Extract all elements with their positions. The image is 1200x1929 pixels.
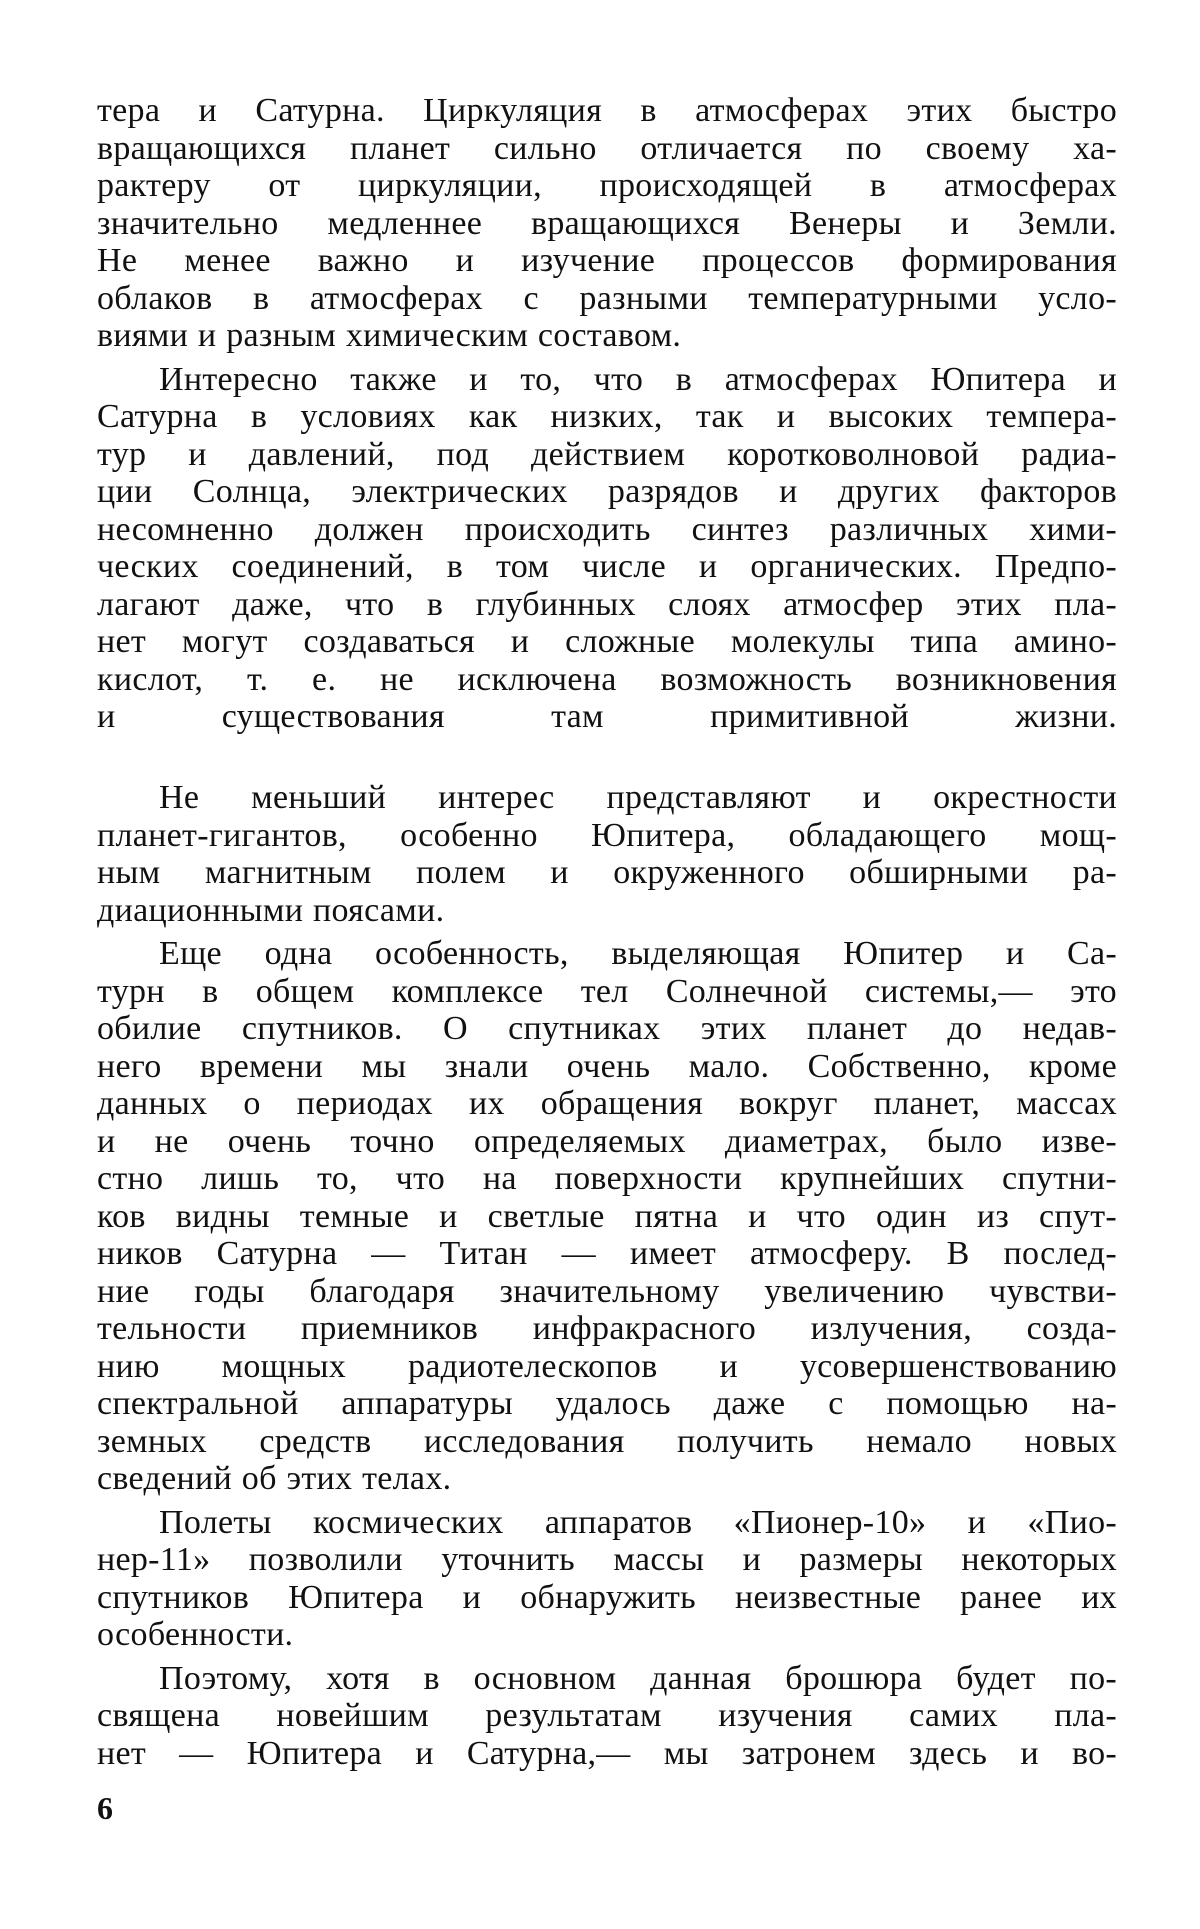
text-line: Полеты космических аппаратов «Пионер-10» и «Пио- [159,1503,1117,1541]
text-line: тур и давлений, под действием коротковолновой радиа- [97,435,1117,473]
paragraph-3 [97,779,1117,929]
text-line: нер-11» позволили уточнить массы и размеры некоторых [97,1541,1117,1578]
text-line: священа новейшим результатам изучения самих пла- [97,1697,1117,1734]
text-line: Интересно также и то, что в атмосферах Юпитера и [159,360,1117,398]
text-line: рактеру от циркуляции, происходящей в атмосферах [97,167,1117,204]
page-body [97,92,1117,1778]
text-line: Не меньший интерес представляют и окрестности [159,779,1117,816]
text-line: лагают даже, что в глубинных слоях атмосфер этих пла- [97,585,1117,623]
text-line: облаков в атмосферах с разными температурными усло- [97,279,1117,317]
text-line: спектральной аппаратуры удалось даже с помощью на- [97,1385,1117,1422]
text-line [97,736,1117,774]
text-line: нию мощных радиотелескопов и усовершенствованию [97,1347,1117,1385]
text-line: значительно медленнее вращающихся Венеры и Земли. [97,204,1117,242]
text-line: особенности. [97,1616,294,1653]
text-line: кислот, т. е. не исключена возможность возникновения [97,660,1117,698]
text-line: тельности приемников инфракрасного излучения, созда- [97,1310,1117,1347]
text-line: Сатурна в условиях как низких, так и высоких темпера- [97,398,1117,435]
text-line: несомненно должен происходить синтез различных хими- [97,510,1117,548]
text-line: нет могут создаваться и сложные молекулы типа амино- [97,623,1117,660]
text-line: ным магнитным полем и окруженного обширными ра- [97,854,1117,891]
text-line: ции Солнца, электрических разрядов и других факторов [97,473,1117,510]
text-line: него времени мы знали очень мало. Собственно, кроме [97,1047,1117,1085]
text-line: ников Сатурна — Титан — имеет атмосферу. В послед- [97,1235,1117,1272]
paragraph-6 [97,1660,1117,1773]
text-line: нет — Юпитера и Сатурна,— мы затронем здесь и во- [97,1734,1117,1772]
text-line: стно лишь то, что на поверхности крупнейших спутни- [97,1160,1117,1197]
text-line: ков видны темные и светлые пятна и что один из спут- [97,1197,1117,1235]
text-line: вращающихся планет сильно отличается по своему ха- [97,129,1117,167]
text-line: обилие спутников. О спутниках этих планет до недав- [97,1010,1117,1047]
paragraph-5 [97,1504,1117,1654]
paragraph-4 [97,935,1117,1498]
text-line: Еще одна особенность, выделяющая Юпитер и Са- [159,935,1117,972]
text-line: Не менее важно и изучение процессов формирования [97,242,1117,279]
text-line: сведений об этих телах. [97,1460,452,1497]
text-line: данных о периодах их обращения вокруг планет, массах [97,1085,1117,1122]
text-line: диационными поясами. [97,891,445,929]
page-number: 6 [97,1790,113,1826]
text-line: тера и Сатурна. Циркуляция в атмосферах этих быстро [97,92,1117,129]
paragraph-2 [97,361,1117,774]
text-line: турн в общем комплексе тел Солнечной системы,— это [97,972,1117,1010]
text-line: и существования там примитивной жизни. [97,698,1117,735]
text-line: ческих соединений, в том числе и органических. Предпо- [97,548,1117,585]
text-line: ние годы благодаря значительному увеличению чувстви- [97,1272,1117,1310]
text-line: Поэтому, хотя в основном данная брошюра будет по- [159,1659,1117,1697]
text-line: виями и разным химическим составом. [97,317,682,354]
text-line: земных средств исследования получить немало новых [97,1422,1117,1460]
text-line: планет-гигантов, особенно Юпитера, обладающего мощ- [97,816,1117,854]
text-line: и не очень точно определяемых диаметрах, было изве- [97,1122,1117,1160]
text-line: спутников Юпитера и обнаружить неизвестные ранее их [97,1578,1117,1616]
paragraph-1 [97,92,1117,355]
